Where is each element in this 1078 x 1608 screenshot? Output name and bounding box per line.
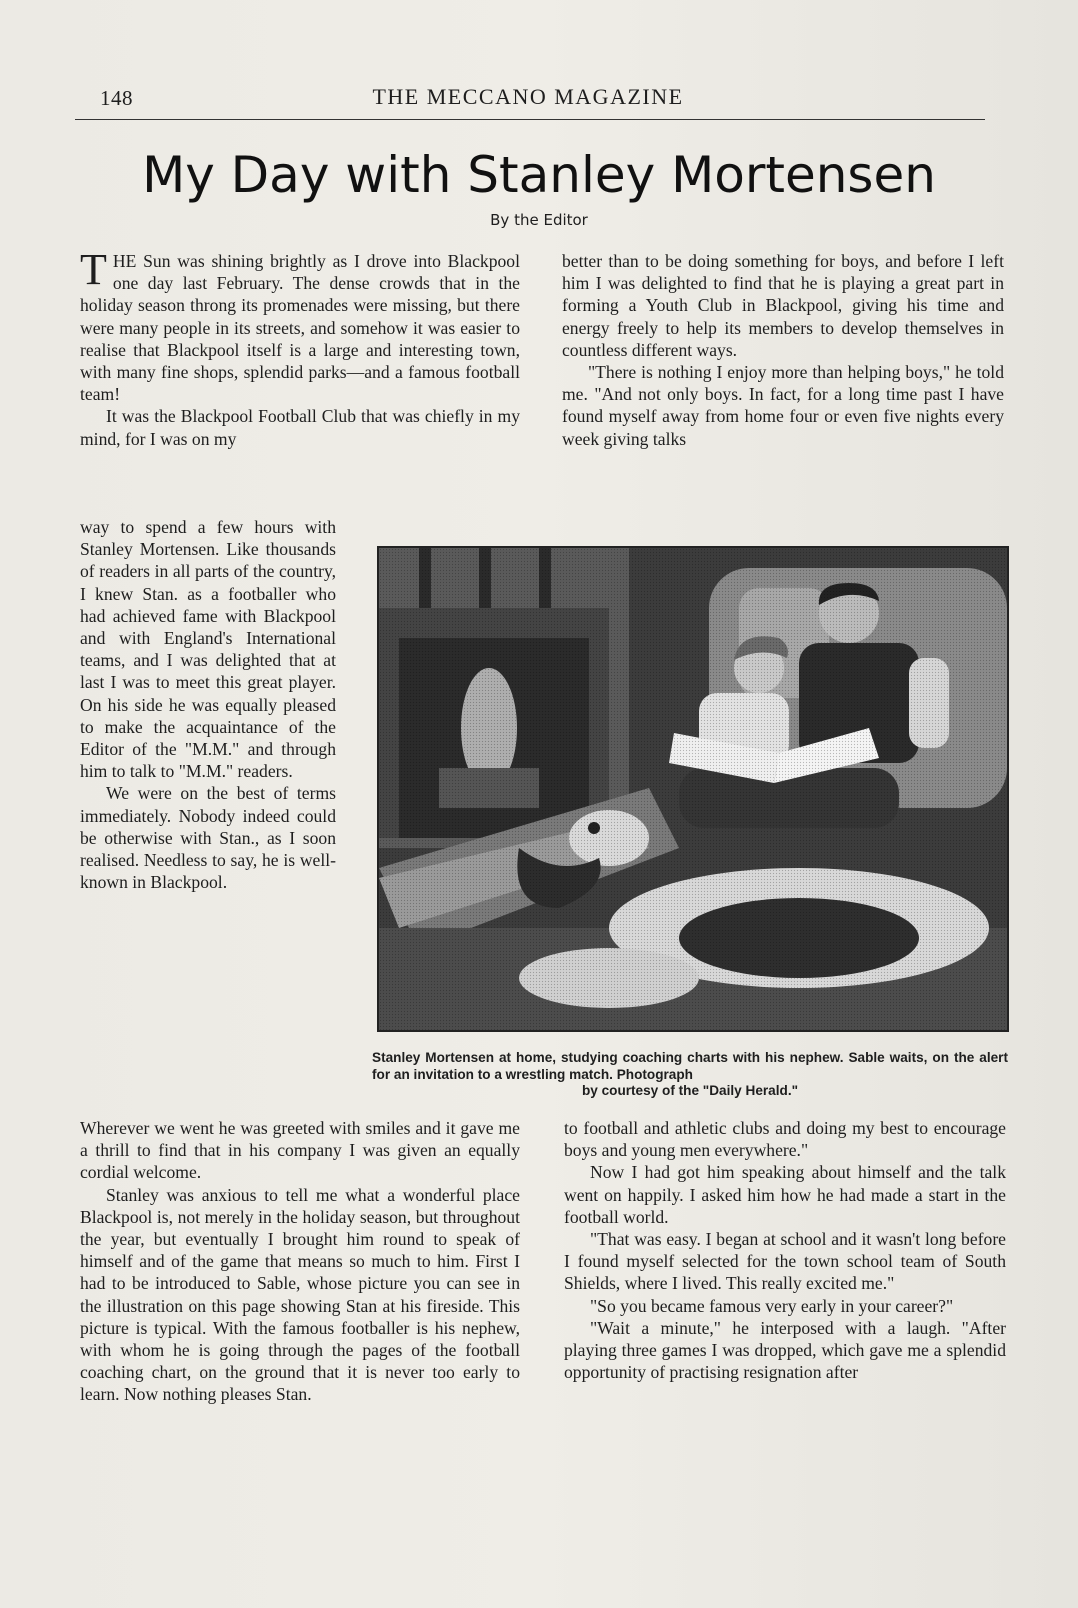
paragraph [80, 245, 520, 405]
photo-caption [372, 1050, 1008, 1100]
column-1-top [80, 245, 520, 450]
article-byline: By the Editor [490, 211, 588, 229]
paragraph: Wherever we went he was greeted with smiles and it gave me a thrill to find that in his company I was given an equally cordial welcome. [80, 1118, 520, 1183]
column-2-top [562, 250, 1004, 450]
paragraph-text: HE Sun was shining brightly as I drove into Blackpool one day last February. The dense crowds that in the holiday season throng its promenades were missing, but there were many people in its streets, and somehow it was easier to realise that Blackpool itself is a large and interesting town, with many fine shops, splendid parks—and a famous football team! [80, 251, 520, 405]
paragraph: Stanley was anxious to tell me what a wonderful place Blackpool is, not merely in the holiday season, but throughout the year, but eventually I brought him round to speak of himself and of the game that means so much to him. First I had to be introduced to Sable, whose picture you can see in the illustration on this page showing Stan at his fireside. This picture is typical. With the famous footballer is his nephew, with whom he is going through the pages of the football coaching chart, on the ground that it is never too early to learn. Now nothing pleases Stan. [80, 1184, 520, 1405]
paragraph: We were on the best of terms immediately. Nobody indeed could be otherwise with Stan., as I soon realised. Needless to say, he is well-known in Blackpool. [80, 783, 336, 893]
page-header [78, 80, 978, 114]
column-2-bottom [564, 1117, 1006, 1383]
paragraph: "That was easy. I began at school and it wasn't long before I found myself selected for the town school team of South Shields, where I lived. This really excited me." [564, 1229, 1006, 1294]
paragraph: Now I had got him speaking about himself and the talk went on happily. I asked him how he had made a start in the football world. [564, 1162, 1006, 1227]
paragraph: way to spend a few hours with Stanley Mortensen. Like thousands of readers in all parts of the country, I knew Stan. as a footballer who had achieved fame with Blackpool and with England's International teams, and I was delighted that at last I was to meet this great player. On his side he was equally pleased to make the acquaintance of the Editor of the "M.M." and through him to talk to "M.M." readers. [80, 517, 336, 782]
article-title: My Day with Stanley Mortensen [142, 146, 936, 204]
paragraph: "Wait a minute," he interposed with a laugh. "After playing three games I was dropped, which gave me a splendid opportunity of practising resignation after [564, 1317, 1006, 1383]
paragraph: "There is nothing I enjoy more than helping boys," he told me. "And not only boys. In fact, for a long time past I have found myself away from home four or even five nights every week giving talks [562, 362, 1004, 449]
drop-cap: T [80, 245, 107, 294]
paragraph: "So you became famous very early in your career?" [590, 1295, 954, 1316]
column-1-bottom [80, 1117, 520, 1406]
paragraph: better than to be doing something for boys, and before I left him I was delighted to find that he is playing a great part in forming a Youth Club in Blackpool, giving his time and energy freely to help its members to develop themselves in countless different ways. [562, 251, 1004, 360]
column-1-narrow [80, 516, 336, 893]
fireside-photo-illustration [379, 548, 1007, 1030]
caption-credit: by courtesy of the "Daily Herald." [581, 1083, 799, 1098]
caption-text: Stanley Mortensen at home, studying coaching charts with his nephew. Sable waits, on the alert for an invitation to a wrestling match. Photograph [372, 1050, 1008, 1082]
paragraph: to football and athletic clubs and doing my best to encourage boys and young men everywhere." [564, 1118, 1006, 1161]
page-number: 148 [100, 86, 133, 110]
header-divider [75, 119, 985, 120]
photograph [377, 546, 1009, 1032]
magazine-title: THE MECCANO MAGAZINE [372, 84, 684, 109]
paragraph: It was the Blackpool Football Club that was chiefly in my mind, for I was on my [80, 406, 520, 449]
